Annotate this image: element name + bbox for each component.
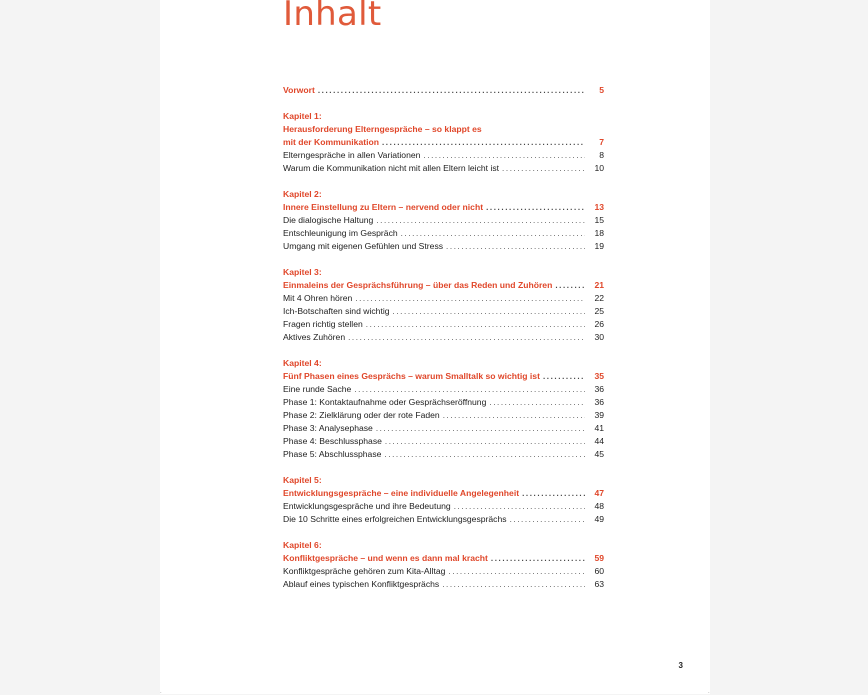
dot-leader bbox=[443, 409, 585, 422]
toc-entry-page: 41 bbox=[594, 423, 604, 433]
toc-chapter-3 bbox=[283, 266, 604, 344]
toc-section-vorwort bbox=[283, 84, 604, 97]
toc-entry-label: Die 10 Schritte eines erfolgreichen Entwicklungsgesprächs bbox=[283, 514, 507, 524]
toc-entry-label: Vorwort bbox=[283, 85, 315, 95]
toc-entry bbox=[283, 435, 604, 448]
toc-entry-label: mit der Kommunikation bbox=[283, 137, 379, 147]
toc-entry-label: Umgang mit eigenen Gefühlen und Stress bbox=[283, 241, 444, 251]
chapter-heading-line: Kapitel 1: bbox=[283, 111, 322, 121]
dot-leader bbox=[502, 162, 585, 175]
toc-entry-page: 39 bbox=[594, 410, 604, 420]
toc-entry bbox=[283, 331, 604, 344]
toc-entry-label: Fragen richtig stellen bbox=[283, 319, 363, 329]
toc-entry-page: 8 bbox=[599, 150, 604, 160]
toc-entry bbox=[283, 513, 604, 526]
toc-entry-label: Eine runde Sache bbox=[283, 384, 352, 394]
toc-entry bbox=[283, 396, 604, 409]
toc-entry bbox=[283, 214, 604, 227]
book-page bbox=[160, 0, 710, 694]
toc-entry-page: 44 bbox=[594, 436, 604, 446]
toc-entry bbox=[283, 318, 604, 331]
chapter-heading-line: Kapitel 6: bbox=[283, 540, 322, 550]
toc-chapter-2 bbox=[283, 188, 604, 253]
dot-leader bbox=[522, 487, 585, 500]
chapter-heading-line: Kapitel 2: bbox=[283, 189, 322, 199]
toc-entry-page: 25 bbox=[594, 306, 604, 316]
toc-entry bbox=[283, 292, 604, 305]
toc-entry-page: 45 bbox=[594, 449, 604, 459]
table-of-contents bbox=[283, 84, 604, 604]
toc-chapters bbox=[283, 110, 604, 591]
dot-leader bbox=[510, 513, 585, 526]
crop-mark-right: . bbox=[708, 689, 710, 695]
toc-entry bbox=[283, 305, 604, 318]
toc-entry-label: Ablauf eines typischen Konfliktgesprächs bbox=[283, 579, 440, 589]
chapter-heading-line: Kapitel 5: bbox=[283, 475, 322, 485]
dot-leader bbox=[489, 396, 585, 409]
toc-entry bbox=[283, 383, 604, 396]
toc-entry-page: 21 bbox=[594, 280, 604, 290]
toc-entry-vorwort bbox=[283, 84, 604, 97]
toc-entry-page: 60 bbox=[594, 566, 604, 576]
dot-leader bbox=[401, 227, 585, 240]
toc-entry-label: Einmaleins der Gesprächsführung – über das Reden und Zuhören bbox=[283, 280, 553, 290]
dot-leader bbox=[382, 136, 585, 149]
toc-entry-page: 5 bbox=[599, 85, 604, 95]
dot-leader bbox=[543, 370, 585, 383]
toc-entry-page: 47 bbox=[594, 488, 604, 498]
dot-leader bbox=[393, 305, 585, 318]
chapter-title-entry bbox=[283, 370, 604, 383]
chapter-title-entry bbox=[283, 487, 604, 500]
toc-entry-page: 30 bbox=[594, 332, 604, 342]
toc-entry bbox=[283, 409, 604, 422]
toc-entry-label: Phase 3: Analysephase bbox=[283, 423, 373, 433]
toc-entry-label: Fünf Phasen eines Gesprächs – warum Smalltalk so wichtig ist bbox=[283, 371, 540, 381]
toc-entry-page: 15 bbox=[594, 215, 604, 225]
toc-entry bbox=[283, 578, 604, 591]
toc-entry-page: 7 bbox=[599, 137, 604, 147]
page-number: 3 bbox=[678, 661, 683, 670]
toc-entry-label: Innere Einstellung zu Eltern – nervend oder nicht bbox=[283, 202, 484, 212]
toc-entry bbox=[283, 500, 604, 513]
toc-entry-label: Entschleunigung im Gespräch bbox=[283, 228, 398, 238]
toc-entry-label: Warum die Kommunikation nicht mit allen Eltern leicht ist bbox=[283, 163, 500, 173]
toc-entry-label: Phase 2: Zielklärung oder der rote Faden bbox=[283, 410, 440, 420]
toc-entry-page: 22 bbox=[594, 293, 604, 303]
toc-entry-page: 18 bbox=[594, 228, 604, 238]
dot-leader bbox=[355, 292, 585, 305]
dot-leader bbox=[454, 500, 585, 513]
dot-leader bbox=[442, 578, 585, 591]
chapter-title-entry bbox=[283, 552, 604, 565]
dot-leader bbox=[446, 240, 585, 253]
toc-entry-label: Aktives Zuhören bbox=[283, 332, 346, 342]
toc-entry bbox=[283, 149, 604, 162]
page-title: Inhalt bbox=[283, 0, 382, 34]
toc-entry-label: Elterngespräche in allen Variationen bbox=[283, 150, 421, 160]
toc-entry bbox=[283, 565, 604, 578]
toc-entry-label: Phase 1: Kontaktaufnahme oder Gesprächseröffnung bbox=[283, 397, 487, 407]
toc-entry-page: 10 bbox=[594, 163, 604, 173]
dot-leader bbox=[555, 279, 585, 292]
chapter-title-entry bbox=[283, 201, 604, 214]
dot-leader bbox=[423, 149, 585, 162]
dot-leader bbox=[491, 552, 585, 565]
dot-leader bbox=[366, 318, 585, 331]
toc-entry-page: 48 bbox=[594, 501, 604, 511]
toc-entry-label: Die dialogische Haltung bbox=[283, 215, 374, 225]
dot-leader bbox=[486, 201, 585, 214]
dot-leader bbox=[385, 435, 585, 448]
toc-entry-page: 36 bbox=[594, 397, 604, 407]
chapter-title-entry bbox=[283, 136, 604, 149]
chapter-heading-line: Kapitel 3: bbox=[283, 267, 322, 277]
toc-entry bbox=[283, 227, 604, 240]
toc-entry-label: Entwicklungsgespräche – eine individuelle Angelegenheit bbox=[283, 488, 520, 498]
toc-entry-label: Entwicklungsgespräche und ihre Bedeutung bbox=[283, 501, 451, 511]
toc-entry bbox=[283, 240, 604, 253]
dot-leader bbox=[376, 422, 585, 435]
toc-entry-label: Mit 4 Ohren hören bbox=[283, 293, 353, 303]
toc-chapter-6 bbox=[283, 539, 604, 591]
dot-leader bbox=[354, 383, 585, 396]
dot-leader bbox=[318, 84, 585, 97]
crop-mark-left: . bbox=[160, 689, 162, 695]
toc-chapter-5 bbox=[283, 474, 604, 526]
toc-entry bbox=[283, 448, 604, 461]
toc-entry bbox=[283, 422, 604, 435]
toc-entry-page: 19 bbox=[594, 241, 604, 251]
toc-entry-page: 63 bbox=[594, 579, 604, 589]
toc-entry-page: 49 bbox=[594, 514, 604, 524]
toc-entry-label: Phase 5: Abschlussphase bbox=[283, 449, 382, 459]
toc-entry-page: 26 bbox=[594, 319, 604, 329]
chapter-heading-line: Herausforderung Elterngespräche – so klappt es bbox=[283, 124, 482, 134]
toc-entry-page: 35 bbox=[594, 371, 604, 381]
toc-entry-label: Konfliktgespräche – und wenn es dann mal kracht bbox=[283, 553, 488, 563]
toc-entry-page: 13 bbox=[594, 202, 604, 212]
toc-entry-label: Konfliktgespräche gehören zum Kita-Alltag bbox=[283, 566, 446, 576]
toc-chapter-1 bbox=[283, 110, 604, 175]
chapter-heading-line: Kapitel 4: bbox=[283, 358, 322, 368]
dot-leader bbox=[384, 448, 585, 461]
toc-entry-page: 36 bbox=[594, 384, 604, 394]
toc-entry-page: 59 bbox=[594, 553, 604, 563]
toc-entry-label: Ich-Botschaften sind wichtig bbox=[283, 306, 390, 316]
dot-leader bbox=[376, 214, 585, 227]
toc-entry-label: Phase 4: Beschlussphase bbox=[283, 436, 382, 446]
chapter-title-entry bbox=[283, 279, 604, 292]
toc-chapter-4 bbox=[283, 357, 604, 461]
dot-leader bbox=[448, 565, 585, 578]
dot-leader bbox=[348, 331, 585, 344]
toc-entry bbox=[283, 162, 604, 175]
